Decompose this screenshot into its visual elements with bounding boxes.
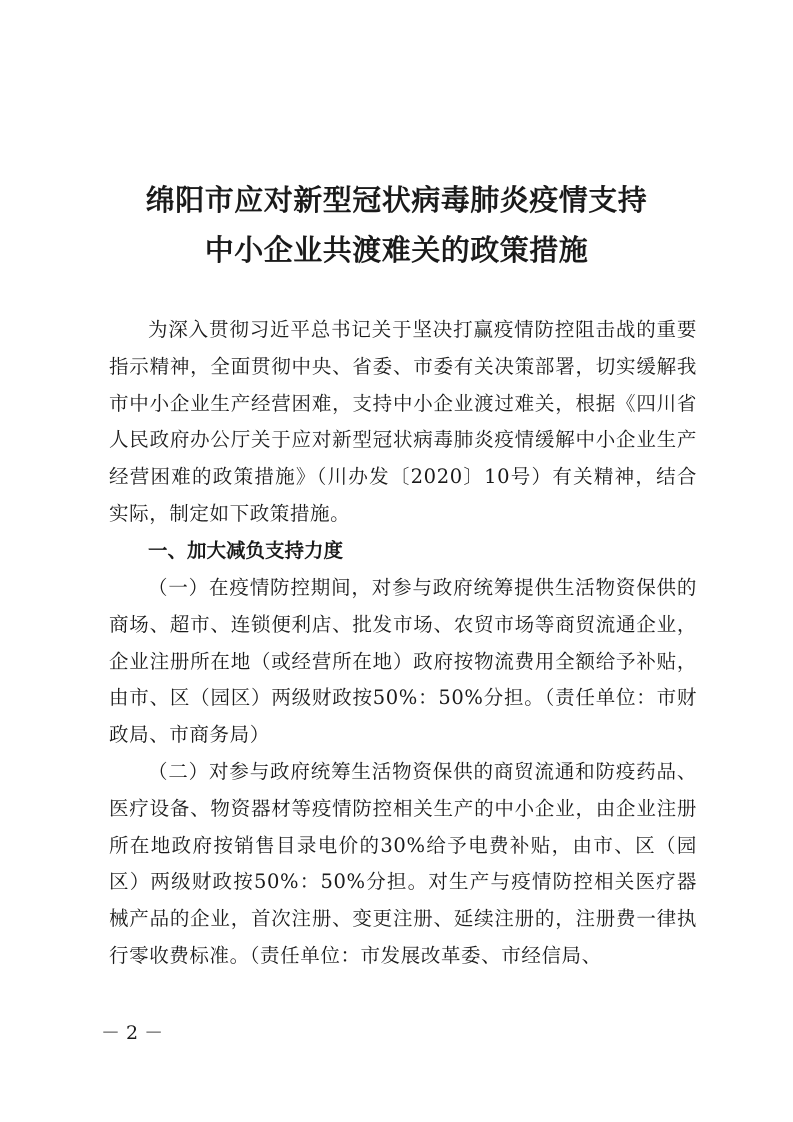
policy-item-2: （二）对参与政府统筹生活物资保供的商贸流通和防疫药品、医疗设备、物资器材等疫情防控相关生产的中小企业，由企业注册所在地政府按销售目录电价的30%给予电费补贴，由市、区（园区）两级财政按50%：50%分担。对生产与疫情防控相关医疗器械产品的企业，首次注册、变更注册、延续注册的，注册费一律执行零收费标准。（责任单位：市发展改革委、市经信局、 bbox=[109, 760, 697, 967]
page-number: － 2 － bbox=[101, 1022, 164, 1044]
intro-paragraph: 为深入贯彻习近平总书记关于坚决打赢疫情防控阻击战的重要指示精神，全面贯彻中央、省委、市委有关决策部署，切实缓解我市中小企业生产经营困难，支持中小企业渡过难关，根据《四川省人民政府办公厅关于应对新型冠状病毒肺炎疫情缓解中小企业生产经营困难的政策措施》（川办发〔2020〕10号）有关精神，结合实际，制定如下政策措施。 bbox=[109, 318, 697, 525]
document-title-line-1: 绵阳市应对新型冠状病毒肺炎疫情支持 bbox=[145, 183, 648, 217]
section-heading: 一、加大减负支持力度 bbox=[148, 539, 344, 562]
policy-item-1: （一）在疫情防控期间，对参与政府统筹提供生活物资保供的商场、超市、连锁便利店、批发市场、农贸市场等商贸流通企业，企业注册所在地（或经营所在地）政府按物流费用全额给予补贴，由市、区（园区）两级财政按50%：50%分担。（责任单位：市财政局、市商务局） bbox=[109, 576, 697, 747]
document-title-line-2: 中小企业共渡难关的政策措施 bbox=[204, 233, 589, 267]
